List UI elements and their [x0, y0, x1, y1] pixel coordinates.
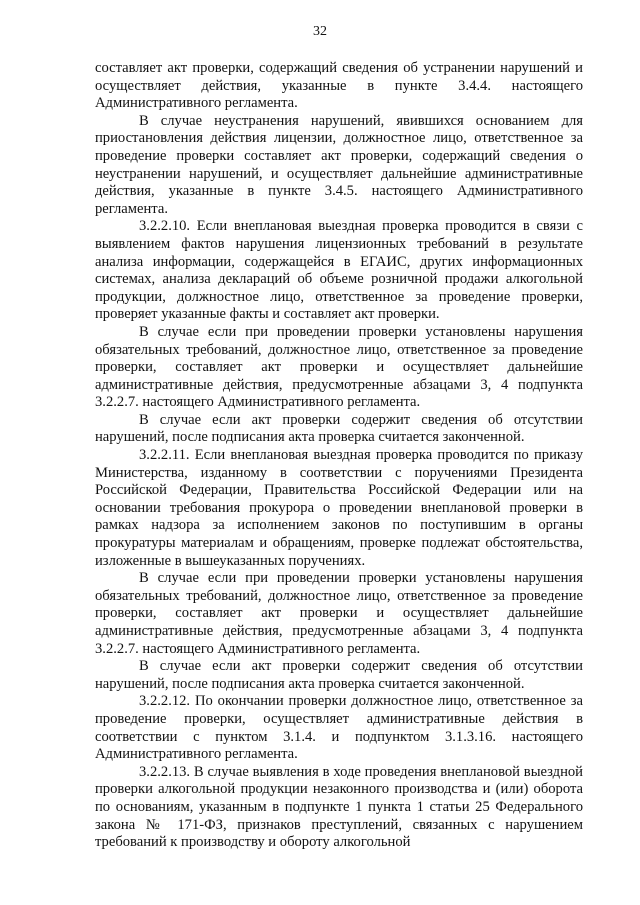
paragraph: В случае если акт проверки содержит сведения об отсутствии нарушений, после подписания акта проверка считается законченной.	[95, 411, 583, 446]
paragraph-3-2-2-10: 3.2.2.10. Если внеплановая выездная проверка проводится в связи с выявлением фактов нарушения лицензионных требований в результате анализа информации, содержащейся в ЕГАИС, других информационных системах, анализа деклараций об объеме розничной продажи алкогольной продукции, должностное лицо, ответственное за проведение проверки, проверяет указанные факты и составляет акт проверки.	[95, 218, 583, 323]
paragraph-continuation: составляет акт проверки, содержащий сведения об устранении нарушений и осуществляет действия, указанные в пункте 3.4.4. настоящего Административного регламента.	[95, 60, 583, 112]
paragraph: В случае если акт проверки содержит сведения об отсутствии нарушений, после подписания акта проверка считается законченной.	[95, 658, 583, 692]
paragraph: В случае неустранения нарушений, явившихся основанием для приостановления действия лицензии, должностное лицо, ответственное за проведение проверки составляет акт проверки, содержащий сведения о неустранении нарушений, и осуществляет дальнейшие административные действия, указанные в пункте 3.4.5. настоящего Административного регламента.	[95, 112, 583, 217]
paragraph: В случае если при проведении проверки установлены нарушения обязательных требований, должностное лицо, ответственное за проведение проверки, составляет акт проверки и осуществляет дальнейшие административные действия, предусмотренные абзацами 3, 4 подпункта 3.2.2.7. настоящего Административного регламента.	[95, 323, 583, 411]
page-number: 32	[313, 24, 327, 39]
paragraph-3-2-2-13: 3.2.2.13. В случае выявления в ходе проведения внеплановой выездной проверки алкогольной продукции незаконного производства и (или) оборота по основаниям, указанным в подпункте 1 пункта 1 статьи 25 Федерального закона № 171-ФЗ, признаков преступлений, связанных с нарушением требований к производству и обороту алкогольной	[95, 763, 583, 851]
paragraph: В случае если при проведении проверки установлены нарушения обязательных требований, должностное лицо, ответственное за проведение проверки, составляет акт проверки и осуществляет дальнейшие административные действия, предусмотренные абзацами 3, 4 подпункта 3.2.2.7. настоящего Административного регламента.	[95, 570, 583, 657]
paragraph-3-2-2-11: 3.2.2.11. Если внеплановая выездная проверка проводится по приказу Министерства, изданному в соответствии с поручениями Президента Российской Федерации, Правительства Российской Федерации или на основании требования прокурора о проведении внеплановой проверки в рамках надзора за исполнением законов по поступившим в органы прокуратуры материалам и обращениям, проверке подлежат обстоятельства, изложенные в вышеуказанных поручениях.	[95, 447, 583, 569]
document-body	[95, 60, 583, 852]
paragraph-3-2-2-12: 3.2.2.12. По окончании проверки должностное лицо, ответственное за проведение проверки, осуществляет административные действия в соответствии с пунктом 3.1.4. и подпунктом 3.1.3.16. настоящего Административного регламента.	[95, 693, 583, 763]
